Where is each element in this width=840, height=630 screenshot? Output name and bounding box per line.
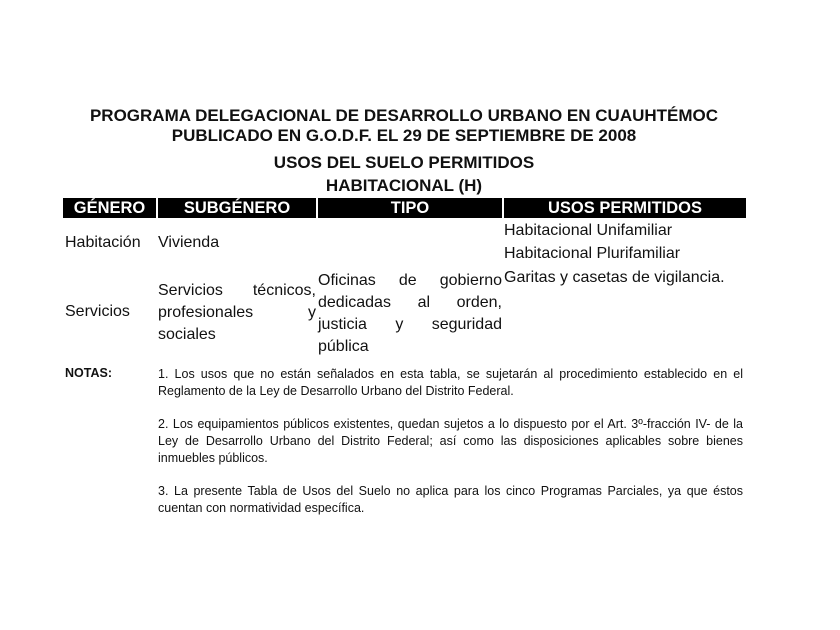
publication-line: PUBLICADO EN G.O.D.F. EL 29 DE SEPTIEMBRE DE 2008	[171, 126, 637, 145]
row2-genero: Servicios	[65, 303, 130, 320]
row1-uso-2: Habitacional Plurifamiliar	[504, 245, 681, 262]
row2-subgenero: Servicios técnicos, profesionales y sociales	[158, 282, 316, 343]
row2-tipo: Oficinas de gobierno dedicadas al orden, justicia y seguridad pública	[318, 272, 502, 355]
row1-uso-1: Habitacional Unifamiliar	[504, 222, 673, 239]
section-title: USOS DEL SUELO PERMITIDOS	[273, 153, 535, 172]
header-usos-permitidos: USOS PERMITIDOS	[504, 198, 746, 218]
note-2: 2. Los equipamientos públicos existentes, quedan sujetos a lo dispuesto por el Art. 3º-fracción IV- de la Ley de Desarrollo Urbano del Distrito Federal; así como las disposiciones aplicables sobre bienes inmuebles públicos.	[158, 417, 743, 465]
row1-genero: Habitación	[65, 234, 141, 251]
header-tipo: TIPO	[318, 198, 502, 218]
header-genero: GÉNERO	[63, 198, 156, 218]
note-3: 3. La presente Tabla de Usos del Suelo no aplica para los cinco Programas Parciales, ya que éstos cuentan con normatividad específica.	[158, 484, 743, 515]
row2-uso-1: Garitas y casetas de vigilancia.	[504, 269, 725, 286]
subsection-title: HABITACIONAL (H)	[325, 176, 483, 195]
note-1: 1. Los usos que no están señalados en esta tabla, se sujetarán al procedimiento establecido en el Reglamento de la Ley de Desarrollo Urbano del Distrito Federal.	[158, 367, 743, 398]
document-title: PROGRAMA DELEGACIONAL DE DESARROLLO URBANO EN CUAUHTÉMOC	[89, 106, 719, 125]
notes-label: NOTAS:	[65, 366, 112, 380]
header-subgenero: SUBGÉNERO	[158, 198, 316, 218]
row1-subgenero: Vivienda	[158, 234, 220, 251]
